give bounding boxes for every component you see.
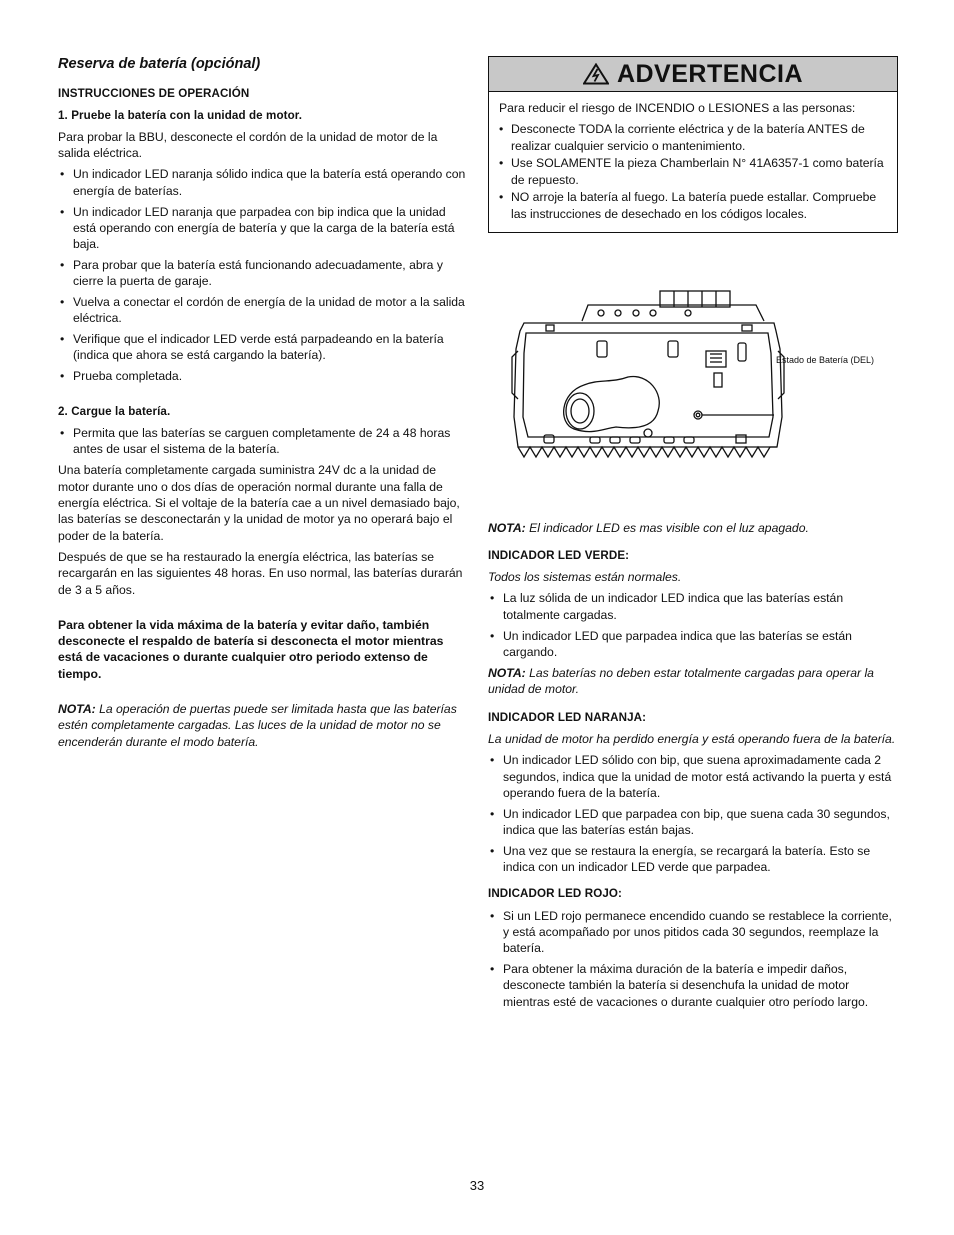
nota-label: NOTA: bbox=[58, 702, 96, 716]
step1-heading: 1. Pruebe la batería con la unidad de motor. bbox=[58, 108, 303, 122]
list-item: • Para obtener la máxima duración de la batería e impedir daños, desconecte también la batería si desenchufa la unidad de motor mientras esté de vacaciones o durante cualquier otro período largo. bbox=[488, 961, 898, 1010]
orange-led-heading: INDICADOR LED NARANJA: bbox=[488, 710, 647, 724]
list-item: • Permita que las baterías se carguen completamente de 24 a 48 horas antes de usar el sistema de la batería. bbox=[58, 425, 466, 458]
bold-note: Para obtener la vida máxima de la batería y evitar daño, también desconecte el respaldo de batería si desconecta el motor mientras está de vacaciones o durante cualquier otro periodo extenso de tiempo. bbox=[58, 617, 444, 681]
step2-paragraph: Después de que se ha restaurado la energía eléctrica, las baterías se recargarán en las siguientes 48 horas. En uso normal, las baterías durarán de 3 a 5 años. bbox=[58, 549, 463, 597]
nota-text: Las baterías no deben estar totalmente cargadas para operar la unidad de motor. bbox=[488, 666, 874, 697]
warning-intro: Para reducir el riesgo de INCENDIO o LESIONES a las personas: bbox=[499, 101, 856, 115]
nota-text: El indicador LED es mas visible con el luz apagado. bbox=[525, 520, 809, 535]
warning-list bbox=[499, 121, 887, 222]
motor-unit-figure bbox=[488, 233, 898, 520]
warning-header bbox=[489, 57, 897, 92]
instructions-heading: INSTRUCCIONES DE OPERACIÓN bbox=[58, 87, 250, 101]
green-led-list bbox=[488, 590, 898, 660]
list-item: • Un indicador LED sólido con bip, que suena aproximadamente cada 2 segundos, indica que la unidad de motor está activando la puerta y está operando fuera de la batería. bbox=[488, 752, 898, 801]
orange-led-list bbox=[488, 752, 898, 875]
list-item: • Prueba completada. bbox=[58, 368, 466, 384]
nota-label: NOTA: bbox=[488, 666, 526, 681]
nota-paragraph bbox=[58, 701, 466, 750]
list-item: • Vuelva a conectar el cordón de energía de la unidad de motor a la salida eléctrica. bbox=[58, 294, 466, 327]
step2-list bbox=[58, 425, 466, 458]
list-item: • Un indicador LED naranja sólido indica que la batería está operando con energía de baterías. bbox=[58, 166, 466, 199]
list-item: • NO arroje la batería al fuego. La batería puede estallar. Compruebe las instrucciones de desechado en los códigos locales. bbox=[499, 189, 887, 222]
step1-list bbox=[58, 166, 466, 384]
list-item: • Desconecte TODA la corriente eléctrica y de la batería ANTES de realizar cualquier servicio o mantenimiento. bbox=[499, 121, 887, 154]
warning-box bbox=[488, 56, 898, 233]
warning-title: ADVERTENCIA bbox=[616, 59, 804, 88]
list-item: • Si un LED rojo permanece encendido cuando se restablece la corriente, y está acompañado por unos pitidos cada 30 segundos, reemplaze la batería. bbox=[488, 908, 898, 957]
section-title: Reserva de batería (opciónal) bbox=[58, 56, 261, 72]
figure-callout-label: Estado de Batería (DEL) bbox=[776, 354, 875, 365]
list-item: • Una vez que se restaura la energía, se recargará la batería. Esto se indica con un indicador LED verde que parpadea. bbox=[488, 843, 898, 876]
orange-led-intro: La unidad de motor ha perdido energía y está operando fuera de la batería. bbox=[488, 732, 896, 747]
red-led-list bbox=[488, 908, 898, 1010]
right-column bbox=[488, 56, 898, 1015]
warning-body bbox=[489, 92, 897, 232]
red-led-heading: INDICADOR LED ROJO: bbox=[488, 887, 622, 901]
step2-paragraph: Una batería completamente cargada suministra 24V dc a la unidad de motor durante uno o dos días de operación normal durante una falla de energía eléctrica. Si el voltaje de la batería cae a un nivel demasiado bajo, las baterías se desconectarán y la unidad de motor ya no operará bajo el poder de la batería. bbox=[58, 463, 460, 543]
step2-heading: 2. Cargue la batería. bbox=[58, 404, 171, 418]
nota-paragraph bbox=[488, 520, 898, 536]
green-led-heading: INDICADOR LED VERDE: bbox=[488, 548, 630, 562]
nota-text: La operación de puertas puede ser limitada hasta que las baterías estén completamente cargadas. Las luces de la unidad de motor no se encenderán durante el modo batería. bbox=[58, 702, 457, 749]
list-item: • Verifique que el indicador LED verde está parpadeando en la batería (indica que ahora se está cargando la batería). bbox=[58, 331, 466, 364]
warning-triangle-icon bbox=[583, 63, 609, 85]
left-column bbox=[58, 56, 466, 755]
list-item: • Use SOLAMENTE la pieza Chamberlain N° 41A6357-1 como batería de repuesto. bbox=[499, 155, 887, 188]
list-item: • Para probar que la batería está funcionando adecuadamente, abra y cierre la puerta de garaje. bbox=[58, 257, 466, 290]
green-led-intro: Todos los sistemas están normales. bbox=[488, 570, 682, 585]
motor-unit-drawing bbox=[488, 233, 898, 520]
page-number: 33 bbox=[469, 1178, 485, 1193]
list-item: • Un indicador LED naranja que parpadea con bip indica que la unidad está operando con energía de batería y que la carga de la batería está baja. bbox=[58, 204, 466, 253]
nota-label: NOTA: bbox=[488, 520, 526, 535]
list-item: • Un indicador LED que parpadea indica que las baterías se están cargando. bbox=[488, 628, 898, 661]
step1-intro: Para probar la BBU, desconecte el cordón de la unidad de motor de la salida eléctrica. bbox=[58, 129, 438, 161]
list-item: • La luz sólida de un indicador LED indica que las baterías están totalmente cargadas. bbox=[488, 590, 898, 623]
nota-paragraph bbox=[488, 665, 898, 698]
list-item: • Un indicador LED que parpadea con bip, que suena cada 30 segundos, indica que las baterías están bajas. bbox=[488, 806, 898, 839]
